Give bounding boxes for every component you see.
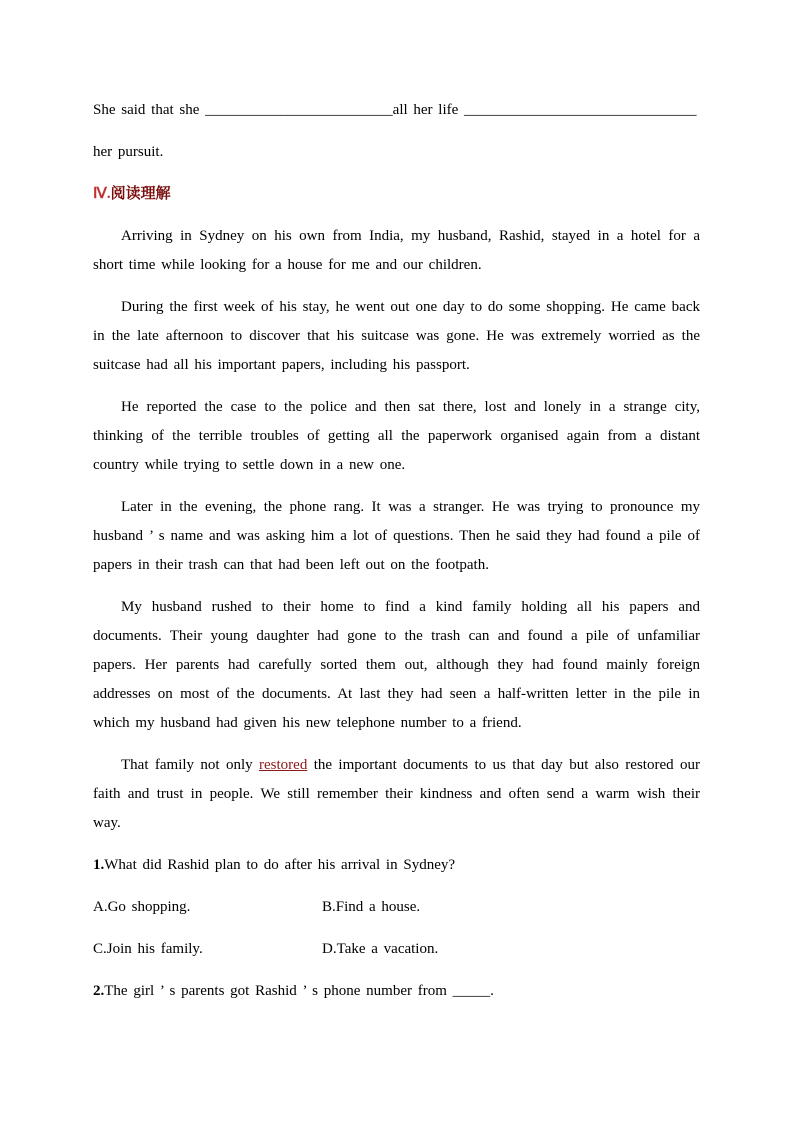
- option-a[interactable]: A.Go shopping.: [93, 899, 191, 915]
- paragraph6-text-before: That family not only: [121, 757, 260, 773]
- paragraph6-text-after: the important documents to us that day but also restored our faith and trust in people. We still remember their kindness and often send a warm wish their way.: [93, 757, 700, 831]
- question-1-options-row-2: [93, 935, 700, 964]
- question-2: [93, 977, 700, 1006]
- intro-text-2: all her life: [392, 102, 465, 118]
- question-1-options-row-1: [93, 893, 700, 922]
- passage-paragraph-1: Arriving in Sydney on his own from India, my husband, Rashid, stayed in a hotel for a short time while looking for a house for me and our children.: [93, 228, 700, 273]
- passage-paragraph-5: My husband rushed to their home to find a kind family holding all his papers and documents. Their young daughter had gone to the trash can and found a pile of unfamiliar papers. Her parents had carefully sorted them out, although they had found mainly foreign addresses on most of the documents. At last they had seen a half-written letter in the pile in which my husband had given his new telephone number to a friend.: [93, 599, 700, 731]
- question-2-period: .: [490, 983, 494, 999]
- fill-blank-question-2[interactable]: _____: [452, 983, 491, 999]
- option-c[interactable]: C.Join his family.: [93, 941, 203, 957]
- passage-paragraph-4: Later in the evening, the phone rang. It was a stranger. He was trying to pronounce my husband ’ s name and was asking him a lot of questions. Then he said they had found a pile of papers in their trash can that had been left out on the footpath.: [93, 499, 700, 573]
- passage-paragraph-2: During the first week of his stay, he went out one day to do some shopping. He came back in the late afternoon to discover that his suitcase was gone. He was extremely worried as the suitcase had all his important papers, including his passport.: [93, 299, 700, 373]
- question-1: [93, 851, 700, 880]
- section-header: [93, 180, 700, 209]
- question-2-number: 2.: [93, 983, 105, 999]
- fill-blank-1[interactable]: _________________________: [205, 102, 393, 118]
- fill-blank-2[interactable]: _______________________________: [464, 102, 697, 118]
- highlighted-word-restored: restored: [259, 757, 308, 773]
- passage-paragraph-6: [93, 751, 700, 838]
- passage-paragraph-3: He reported the case to the police and then sat there, lost and lonely in a strange city, thinking of the terrible troubles of getting all the paperwork organised again from a distant country while trying to settle down in a new one.: [93, 399, 700, 473]
- question-1-number: 1.: [93, 857, 105, 873]
- intro-sentence-line2: her pursuit.: [93, 144, 164, 160]
- option-b[interactable]: B.Find a house.: [322, 899, 421, 915]
- section-title: 阅读理解: [110, 186, 171, 202]
- question-1-text: What did Rashid plan to do after his arrival in Sydney?: [104, 857, 456, 873]
- section-numeral: Ⅳ.: [93, 186, 111, 202]
- option-d[interactable]: D.Take a vacation.: [322, 941, 439, 957]
- intro-sentence-line1: [93, 96, 700, 125]
- intro-text-1: She said that she: [93, 102, 206, 118]
- question-2-text: The girl ’ s parents got Rashid ’ s phone number from: [104, 983, 453, 999]
